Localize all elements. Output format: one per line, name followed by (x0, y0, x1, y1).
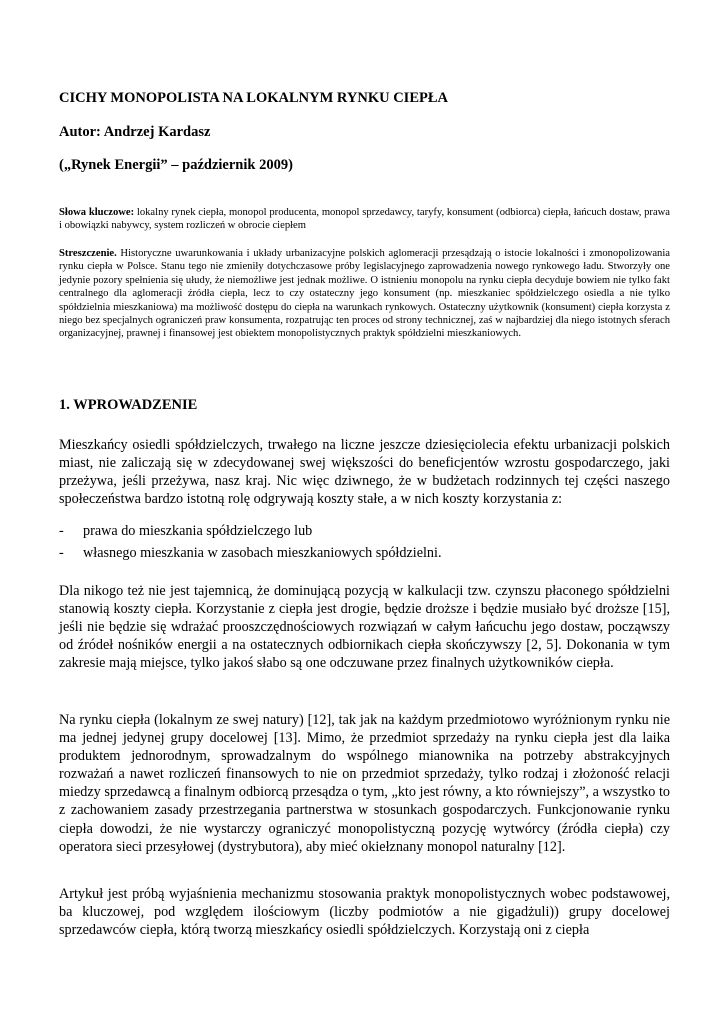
bullet-text: własnego mieszkania w zasobach mieszkaniowych spółdzielni. (83, 545, 442, 561)
abstract-block (59, 247, 670, 341)
bullet-list (59, 520, 670, 564)
document-author: Autor: Andrzej Kardasz (59, 124, 211, 140)
bullet-text: prawa do mieszkania spółdzielczego lub (83, 523, 313, 539)
list-item (59, 542, 670, 564)
keywords-label: Słowa kluczowe: (59, 207, 135, 218)
paragraph-4: Artykuł jest próbą wyjaśnienia mechanizmu stosowania praktyk monopolistycznych wobec podstawowej, ba kluczowej, pod względem ilościowym (liczby podmiotów a nie gigadżuli)) grupy docelowej sprzedawców ciepła, którą tworzą mieszkańcy osiedli spółdzielczych. Korzystają oni z ciepła (59, 886, 670, 939)
keywords-block (59, 206, 670, 233)
paragraph-2: Dla nikogo też nie jest tajemnicą, że dominującą pozycją w kalkulacji tzw. czynszu płaconego spółdzielni stanowią koszty ciepła. Korzystanie z ciepła jest drogie, będzie droższe i będzie musiało być droższe [15], jeśli nie będzie się wdrażać prooszczędnościowych rozwiązań w całym łańcuchu jego dostaw, począwszy od źródeł nośników energii a na ostatecznych odbiornikach ciepła skończywszy [2, 5]. Dokonania w tym zakresie mają miejsce, tylko jakoś słabo są one odczuwane przez finalnych użytkowników ciepła. (59, 583, 670, 672)
paragraph-1: Mieszkańcy osiedli spółdzielczych, trwałego na liczne jeszcze dziesięciolecia efektu urbanizacji polskich miast, nie zaliczają się w zdecydowanej swej większości do beneficjentów wzrostu gospodarczego, jaki przeżywa, jeśli przeżywa, nasz kraj. Nic więc dziwnego, że w budżetach rodzinnych tej części naszego społeczeństwa bardzo istotną rolę odgrywają koszty stałe, a w nich koszty korzystania z: (59, 437, 670, 508)
bullet-dash: - (59, 545, 64, 561)
document-source: („Rynek Energii” – październik 2009) (59, 157, 293, 173)
document-title: CICHY MONOPOLISTA NA LOKALNYM RYNKU CIEPŁA (59, 90, 449, 106)
list-item (59, 520, 670, 542)
abstract-label: Streszczenie. (59, 248, 117, 259)
section-heading: 1. WPROWADZENIE (59, 397, 198, 413)
keywords-text: lokalny rynek ciepła, monopol producenta, monopol sprzedawcy, taryfy, konsument (odbiorca) ciepła, łańcuch dostaw, prawa i obowiązki nabywcy, system rozliczeń w obrocie ciepłem (59, 207, 670, 232)
paragraph-3: Na rynku ciepła (lokalnym ze swej natury) [12], tak jak na każdym przedmiotowo wyróżnionym rynku nie ma jednej jedynej grupy docelowej [13]. Mimo, że przedmiot sprzedaży na rynku ciepła jest dla laika produktem jednorodnym, sprowadzalnym do wspólnego mianownika na potrzeby abstrakcyjnych rozważań a nawet rozliczeń finansowych to nie on przedmiot sprzedaży, tylko rodzaj i złożoność relacji miedzy sprzedawcą a finalnym odbiorcą przesądza o tym, „kto jest równy, a kto równiejszy”, a wszystko to z zachowaniem zasady przestrzegania partnerstwa w stosunkach gospodarczych. Funkcjonowanie rynku ciepła dowodzi, że nie wystarczy ograniczyć monopolistyczną pozycję wytwórcy (źródła ciepła) czy operatora sieci przesyłowej (dystrybutora), aby mieć okiełznany monopol naturalny [12]. (59, 712, 670, 855)
abstract-text: Historyczne uwarunkowania i układy urbanizacyjne polskich aglomeracji przesądzają o istocie lokalności i zmonopolizowania rynku ciepła w Polsce. Stanu tego nie zmieniły dotychczasowe próby legislacyjnego zaprowadzenia nowego rynkowego ładu. Stworzyły one jedynie pozory spełnienia się ułudy, że niemożliwe jest jednak możliwe. O istnieniu monopolu na rynku ciepła decyduje bowiem nie tylko fakt centralnego dla aglomeracji źródła ciepła, lecz to czy ostateczny jego konsument (np. mieszkaniec spółdzielczego osiedla a nie tylko spółdzielnia mieszkaniowa) ma możliwość dostępu do ciepła na warunkach rynkowych. Ostateczny użytkownik (konsument) ciepła korzysta z niego bez specjalnych ograniczeń praw konsumenta, rozpatrując ten proces od strony technicznej, zaś w najbardziej dla niego istotnych sferach organizacyjnej, prawnej i finansowej jest obiektem monopolistycznych praktyk spółdzielni mieszkaniowych. (59, 248, 670, 340)
bullet-dash: - (59, 523, 64, 539)
